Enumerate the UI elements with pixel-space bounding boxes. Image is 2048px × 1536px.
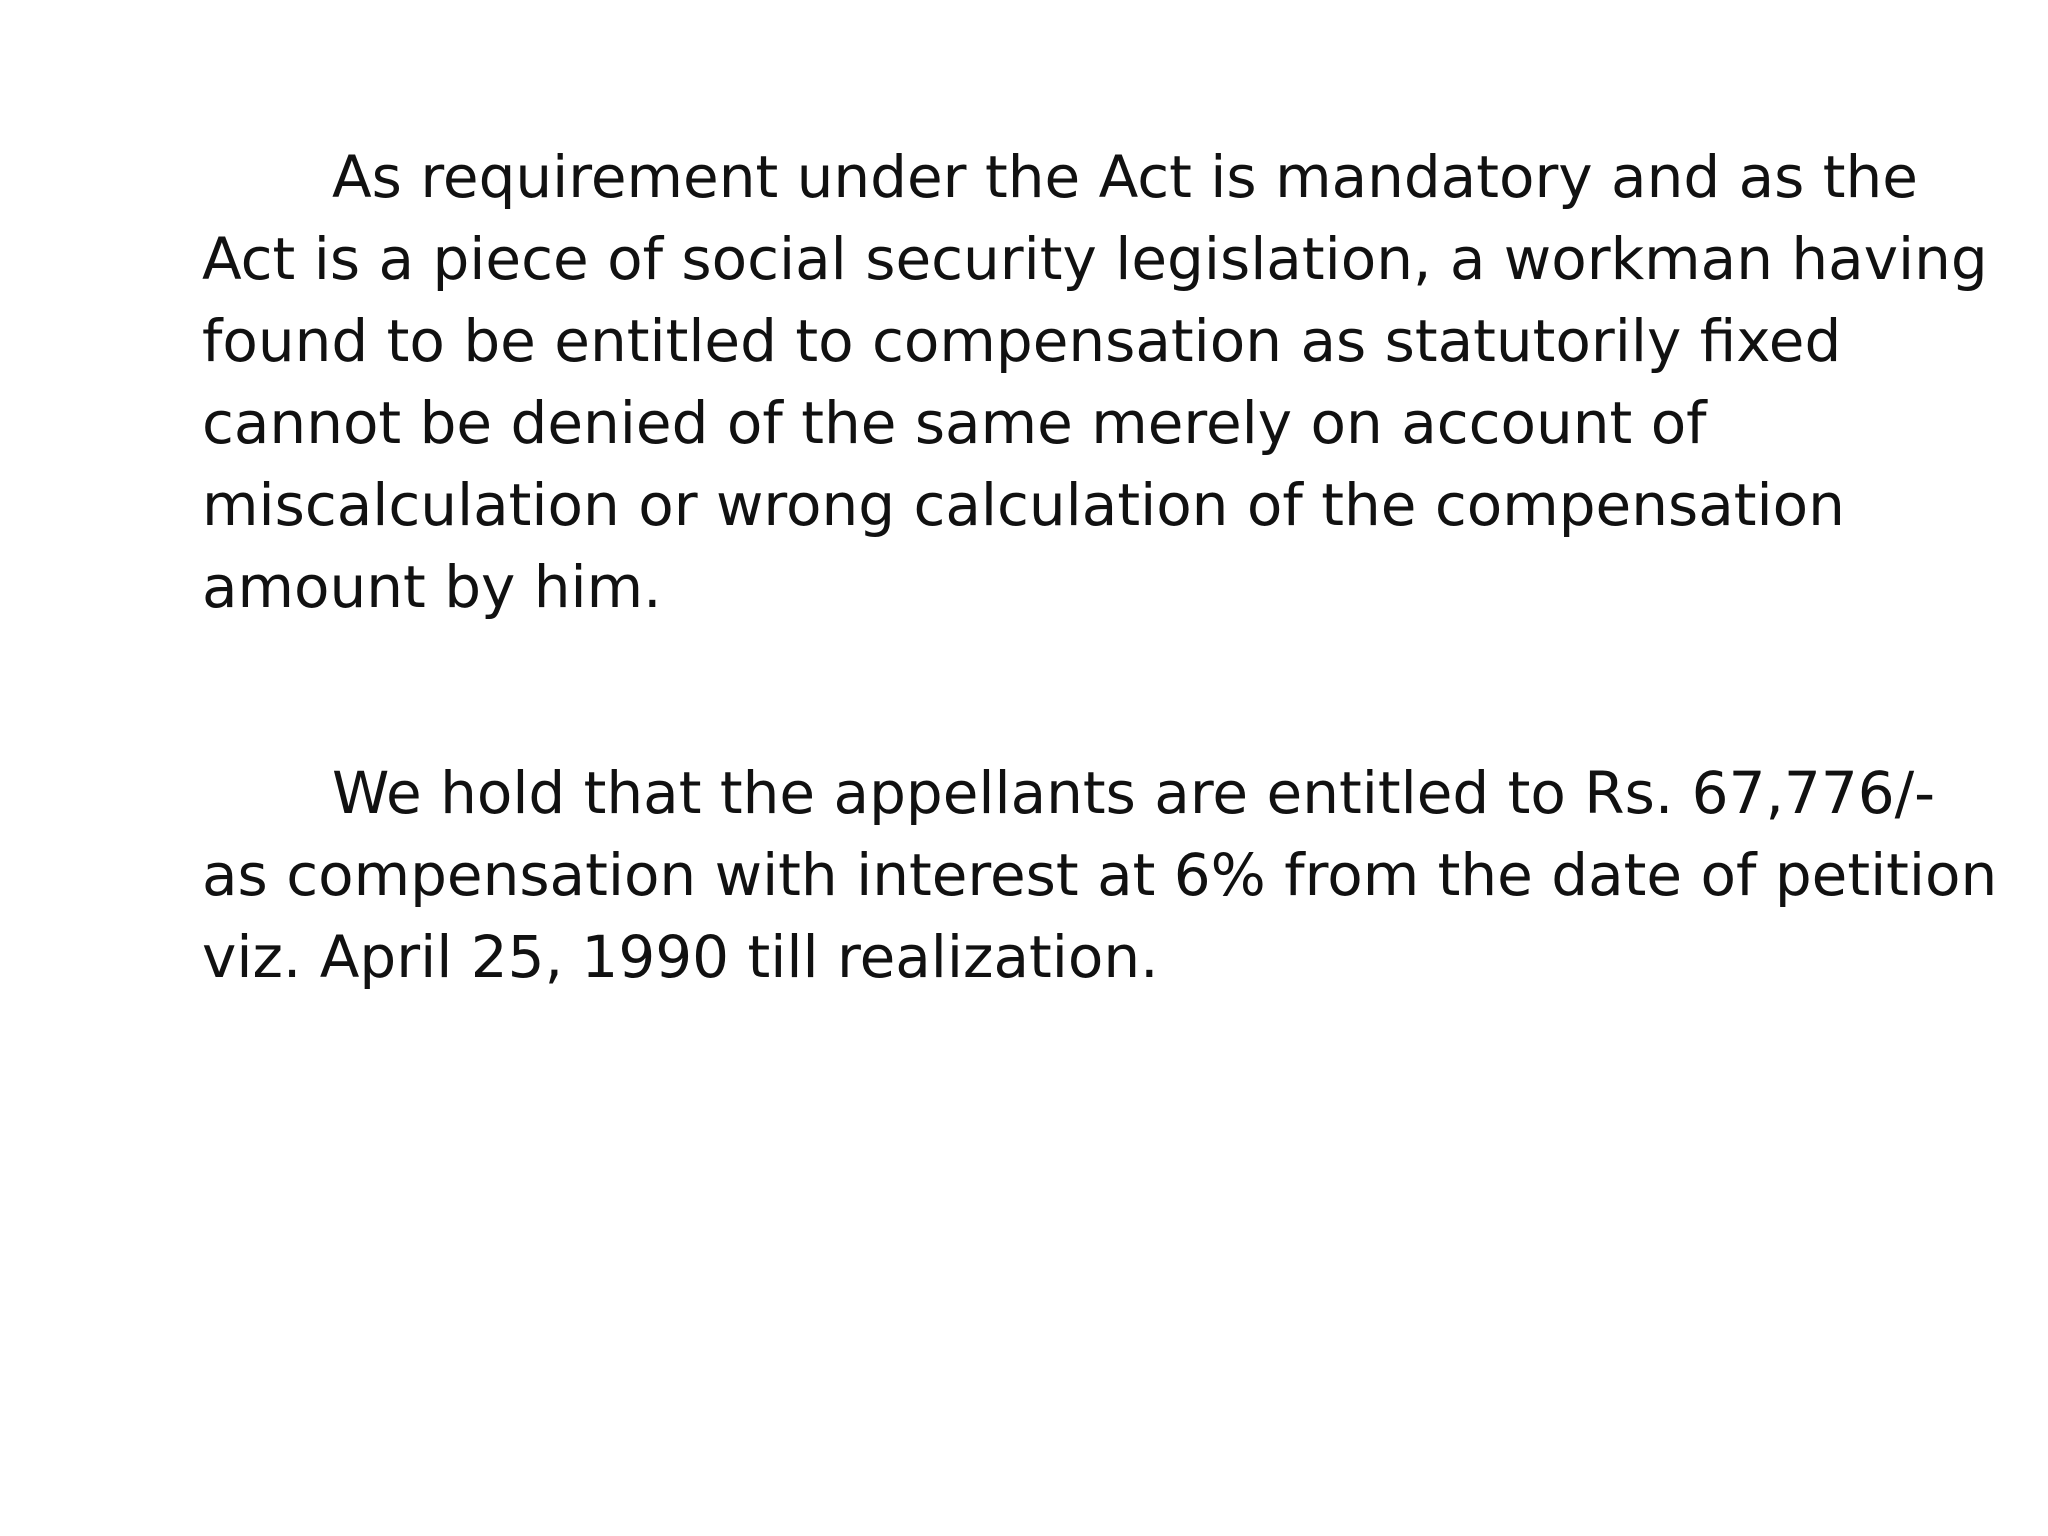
paragraph-line: We hold that the appellants are entitled to Rs. 67,776/- bbox=[332, 759, 1936, 827]
paragraph-line: miscalculation or wrong calculation of the compensation bbox=[202, 471, 1845, 539]
paragraph-gap bbox=[202, 628, 1942, 752]
paragraph-line: cannot be denied of the same merely on account of bbox=[202, 389, 1707, 457]
paragraph-line: found to be entitled to compensation as statutorily fixed bbox=[202, 307, 1842, 375]
paragraph-line: viz. April 25, 1990 till realization. bbox=[202, 923, 1159, 991]
paragraph-2 bbox=[202, 752, 1998, 998]
paragraph-line: Act is a piece of social security legislation, a workman having bbox=[202, 225, 1988, 293]
paragraph-line: as compensation with interest at 6% from the date of petition bbox=[202, 841, 1998, 909]
paragraph-line: amount by him. bbox=[202, 553, 662, 621]
paragraph-1 bbox=[202, 136, 1988, 628]
paragraph-line: As requirement under the Act is mandatory and as the bbox=[332, 143, 1918, 211]
body-text bbox=[202, 136, 1998, 998]
